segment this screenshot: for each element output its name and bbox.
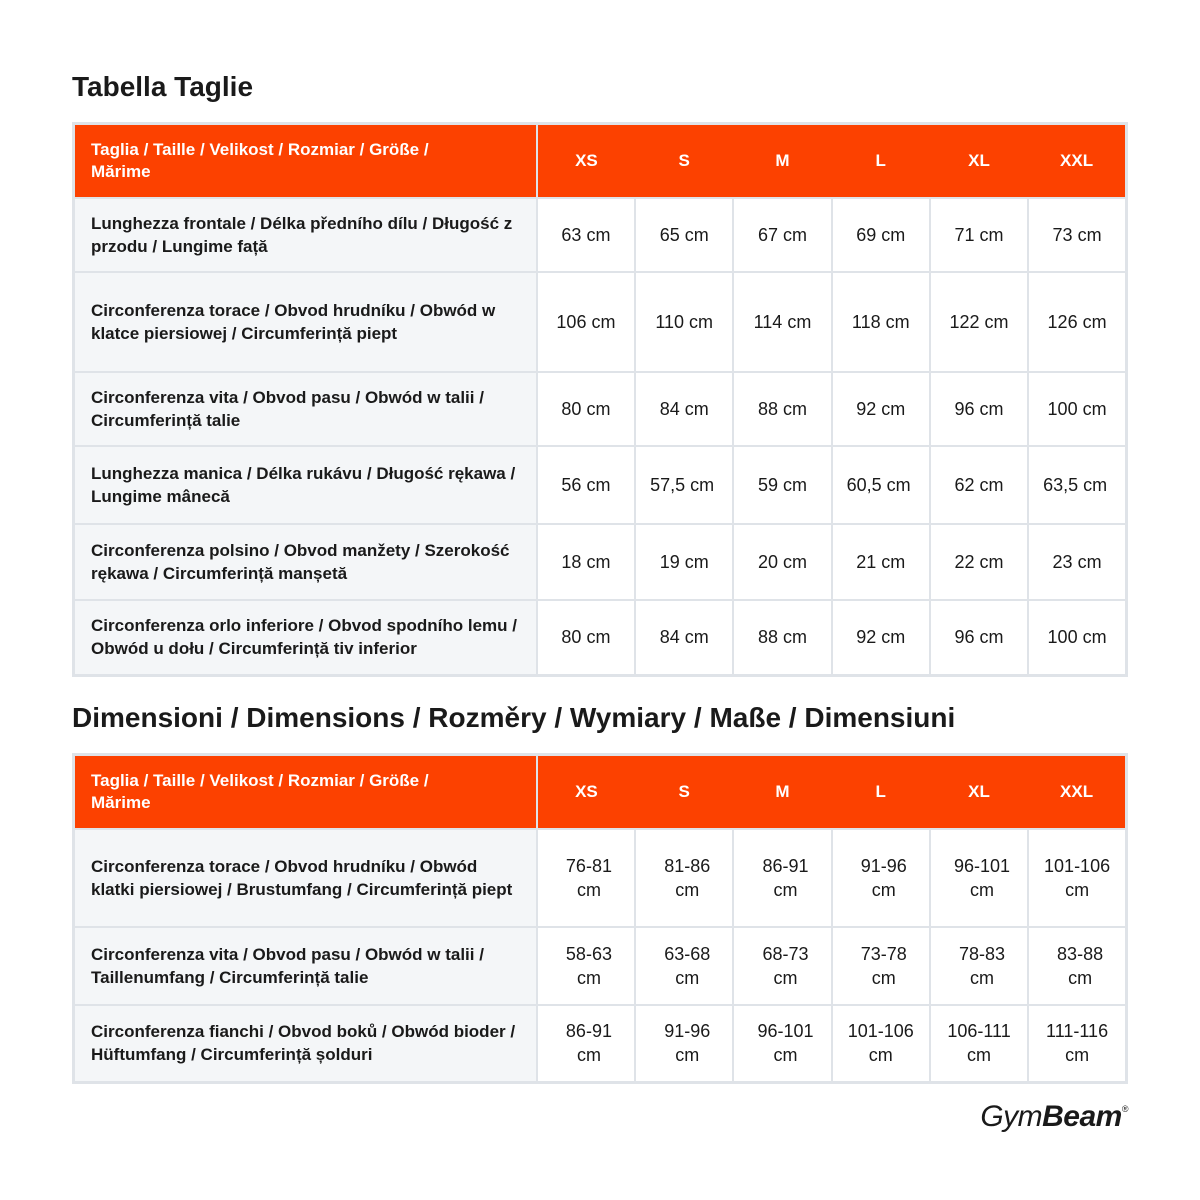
table-cell: 65 cm — [635, 198, 733, 272]
table-cell: 96 cm — [930, 372, 1028, 446]
table-row — [74, 198, 1127, 272]
table-cell: 100 cm — [1028, 372, 1126, 446]
table-cell: 63 cm — [537, 198, 635, 272]
row-label: Circonferenza polsino / Obvod manžety / Szerokość rękawa / Circumferință manșetă — [74, 524, 537, 600]
header-size-s: S — [635, 124, 733, 198]
table-cell: 80 cm — [537, 600, 635, 676]
header-size-m: M — [733, 124, 831, 198]
dimensions-table — [72, 753, 1128, 1084]
table-cell: 126 cm — [1028, 272, 1126, 372]
table-row — [74, 524, 1127, 600]
header-size-m: M — [733, 755, 831, 829]
table-cell: 57,5 cm — [635, 446, 733, 524]
header-size-xl: XL — [930, 755, 1028, 829]
table-cell: 81-86 cm — [635, 829, 733, 927]
table-cell: 91-96 cm — [635, 1005, 733, 1083]
table-cell: 21 cm — [832, 524, 930, 600]
table-cell: 96-101 cm — [930, 829, 1028, 927]
row-label: Circonferenza vita / Obvod pasu / Obwód w talii / Circumferință talie — [74, 372, 537, 446]
table-cell: 91-96 cm — [832, 829, 930, 927]
header-size-xs: XS — [537, 124, 635, 198]
size-table-title: Tabella Taglie — [72, 71, 254, 102]
table-cell: 56 cm — [537, 446, 635, 524]
header-size-label: Taglia / Taille / Velikost / Rozmiar / Größe / Mărime — [74, 124, 537, 198]
table-cell: 83-88 cm — [1028, 927, 1126, 1005]
row-label: Circonferenza vita / Obvod pasu / Obwód w talii / Taillenumfang / Circumferință talie — [74, 927, 537, 1005]
table-cell: 18 cm — [537, 524, 635, 600]
table-cell: 62 cm — [930, 446, 1028, 524]
table-row — [74, 927, 1127, 1005]
table-cell: 96 cm — [930, 600, 1028, 676]
table-cell: 84 cm — [635, 372, 733, 446]
gymbeam-logo — [980, 1100, 1128, 1134]
table-cell: 60,5 cm — [832, 446, 930, 524]
table-cell: 63-68 cm — [635, 927, 733, 1005]
table-cell: 122 cm — [930, 272, 1028, 372]
registered-mark: ® — [1121, 1104, 1128, 1114]
table-cell: 106-111 cm — [930, 1005, 1028, 1083]
row-label: Lunghezza frontale / Délka předního dílu / Długość z przodu / Lungime față — [74, 198, 537, 272]
header-size-xxl: XXL — [1028, 755, 1126, 829]
table-row — [74, 1005, 1127, 1083]
table-cell: 20 cm — [733, 524, 831, 600]
table-cell: 88 cm — [733, 600, 831, 676]
table-cell: 101-106 cm — [832, 1005, 930, 1083]
table-row — [74, 446, 1127, 524]
table-cell: 106 cm — [537, 272, 635, 372]
table-cell: 73 cm — [1028, 198, 1126, 272]
table-cell: 78-83 cm — [930, 927, 1028, 1005]
header-size-xl: XL — [930, 124, 1028, 198]
header-size-label: Taglia / Taille / Velikost / Rozmiar / Größe / Mărime — [74, 755, 537, 829]
table-cell: 58-63 cm — [537, 927, 635, 1005]
header-size-l: L — [832, 124, 930, 198]
table-cell: 86-91 cm — [537, 1005, 635, 1083]
table-cell: 92 cm — [832, 600, 930, 676]
table-cell: 22 cm — [930, 524, 1028, 600]
logo-gym-text: Gym — [980, 1100, 1043, 1133]
table-cell: 88 cm — [733, 372, 831, 446]
table-cell: 86-91 cm — [733, 829, 831, 927]
table-cell: 111-116 cm — [1028, 1005, 1126, 1083]
table-cell: 84 cm — [635, 600, 733, 676]
table-cell: 80 cm — [537, 372, 635, 446]
table-cell: 19 cm — [635, 524, 733, 600]
table-cell: 114 cm — [733, 272, 831, 372]
table-cell: 92 cm — [832, 372, 930, 446]
row-label: Circonferenza fianchi / Obvod boků / Obwód bioder / Hüftumfang / Circumferință șolduri — [74, 1005, 537, 1083]
row-label: Circonferenza torace / Obvod hrudníku / Obwód klatki piersiowej / Brustumfang / Circumferință piept — [74, 829, 537, 927]
table-cell: 101-106 cm — [1028, 829, 1126, 927]
header-size-xxl: XXL — [1028, 124, 1126, 198]
size-table — [72, 122, 1128, 677]
table-cell: 100 cm — [1028, 600, 1126, 676]
table-cell: 68-73 cm — [733, 927, 831, 1005]
table-cell: 76-81 cm — [537, 829, 635, 927]
table-cell: 67 cm — [733, 198, 831, 272]
row-label: Circonferenza torace / Obvod hrudníku / Obwód w klatce piersiowej / Circumferință piept — [74, 272, 537, 372]
table-row — [74, 600, 1127, 676]
header-size-l: L — [832, 755, 930, 829]
dimensions-table-header-row — [74, 755, 1127, 829]
size-table-header-row — [74, 124, 1127, 198]
row-label: Circonferenza orlo inferiore / Obvod spodního lemu / Obwód u dołu / Circumferință tiv inferior — [74, 600, 537, 676]
row-label: Lunghezza manica / Délka rukávu / Długość rękawa / Lungime mânecă — [74, 446, 537, 524]
dimensions-table-title: Dimensioni / Dimensions / Rozměry / Wymiary / Maße / Dimensiuni — [72, 702, 956, 733]
table-cell: 71 cm — [930, 198, 1028, 272]
table-row — [74, 829, 1127, 927]
table-cell: 59 cm — [733, 446, 831, 524]
logo-beam-text: Beam — [1042, 1100, 1122, 1133]
table-cell: 69 cm — [832, 198, 930, 272]
table-cell: 118 cm — [832, 272, 930, 372]
table-cell: 110 cm — [635, 272, 733, 372]
table-cell: 63,5 cm — [1028, 446, 1126, 524]
table-cell: 73-78 cm — [832, 927, 930, 1005]
table-row — [74, 272, 1127, 372]
header-size-s: S — [635, 755, 733, 829]
table-cell: 96-101 cm — [733, 1005, 831, 1083]
table-row — [74, 372, 1127, 446]
header-size-xs: XS — [537, 755, 635, 829]
table-cell: 23 cm — [1028, 524, 1126, 600]
